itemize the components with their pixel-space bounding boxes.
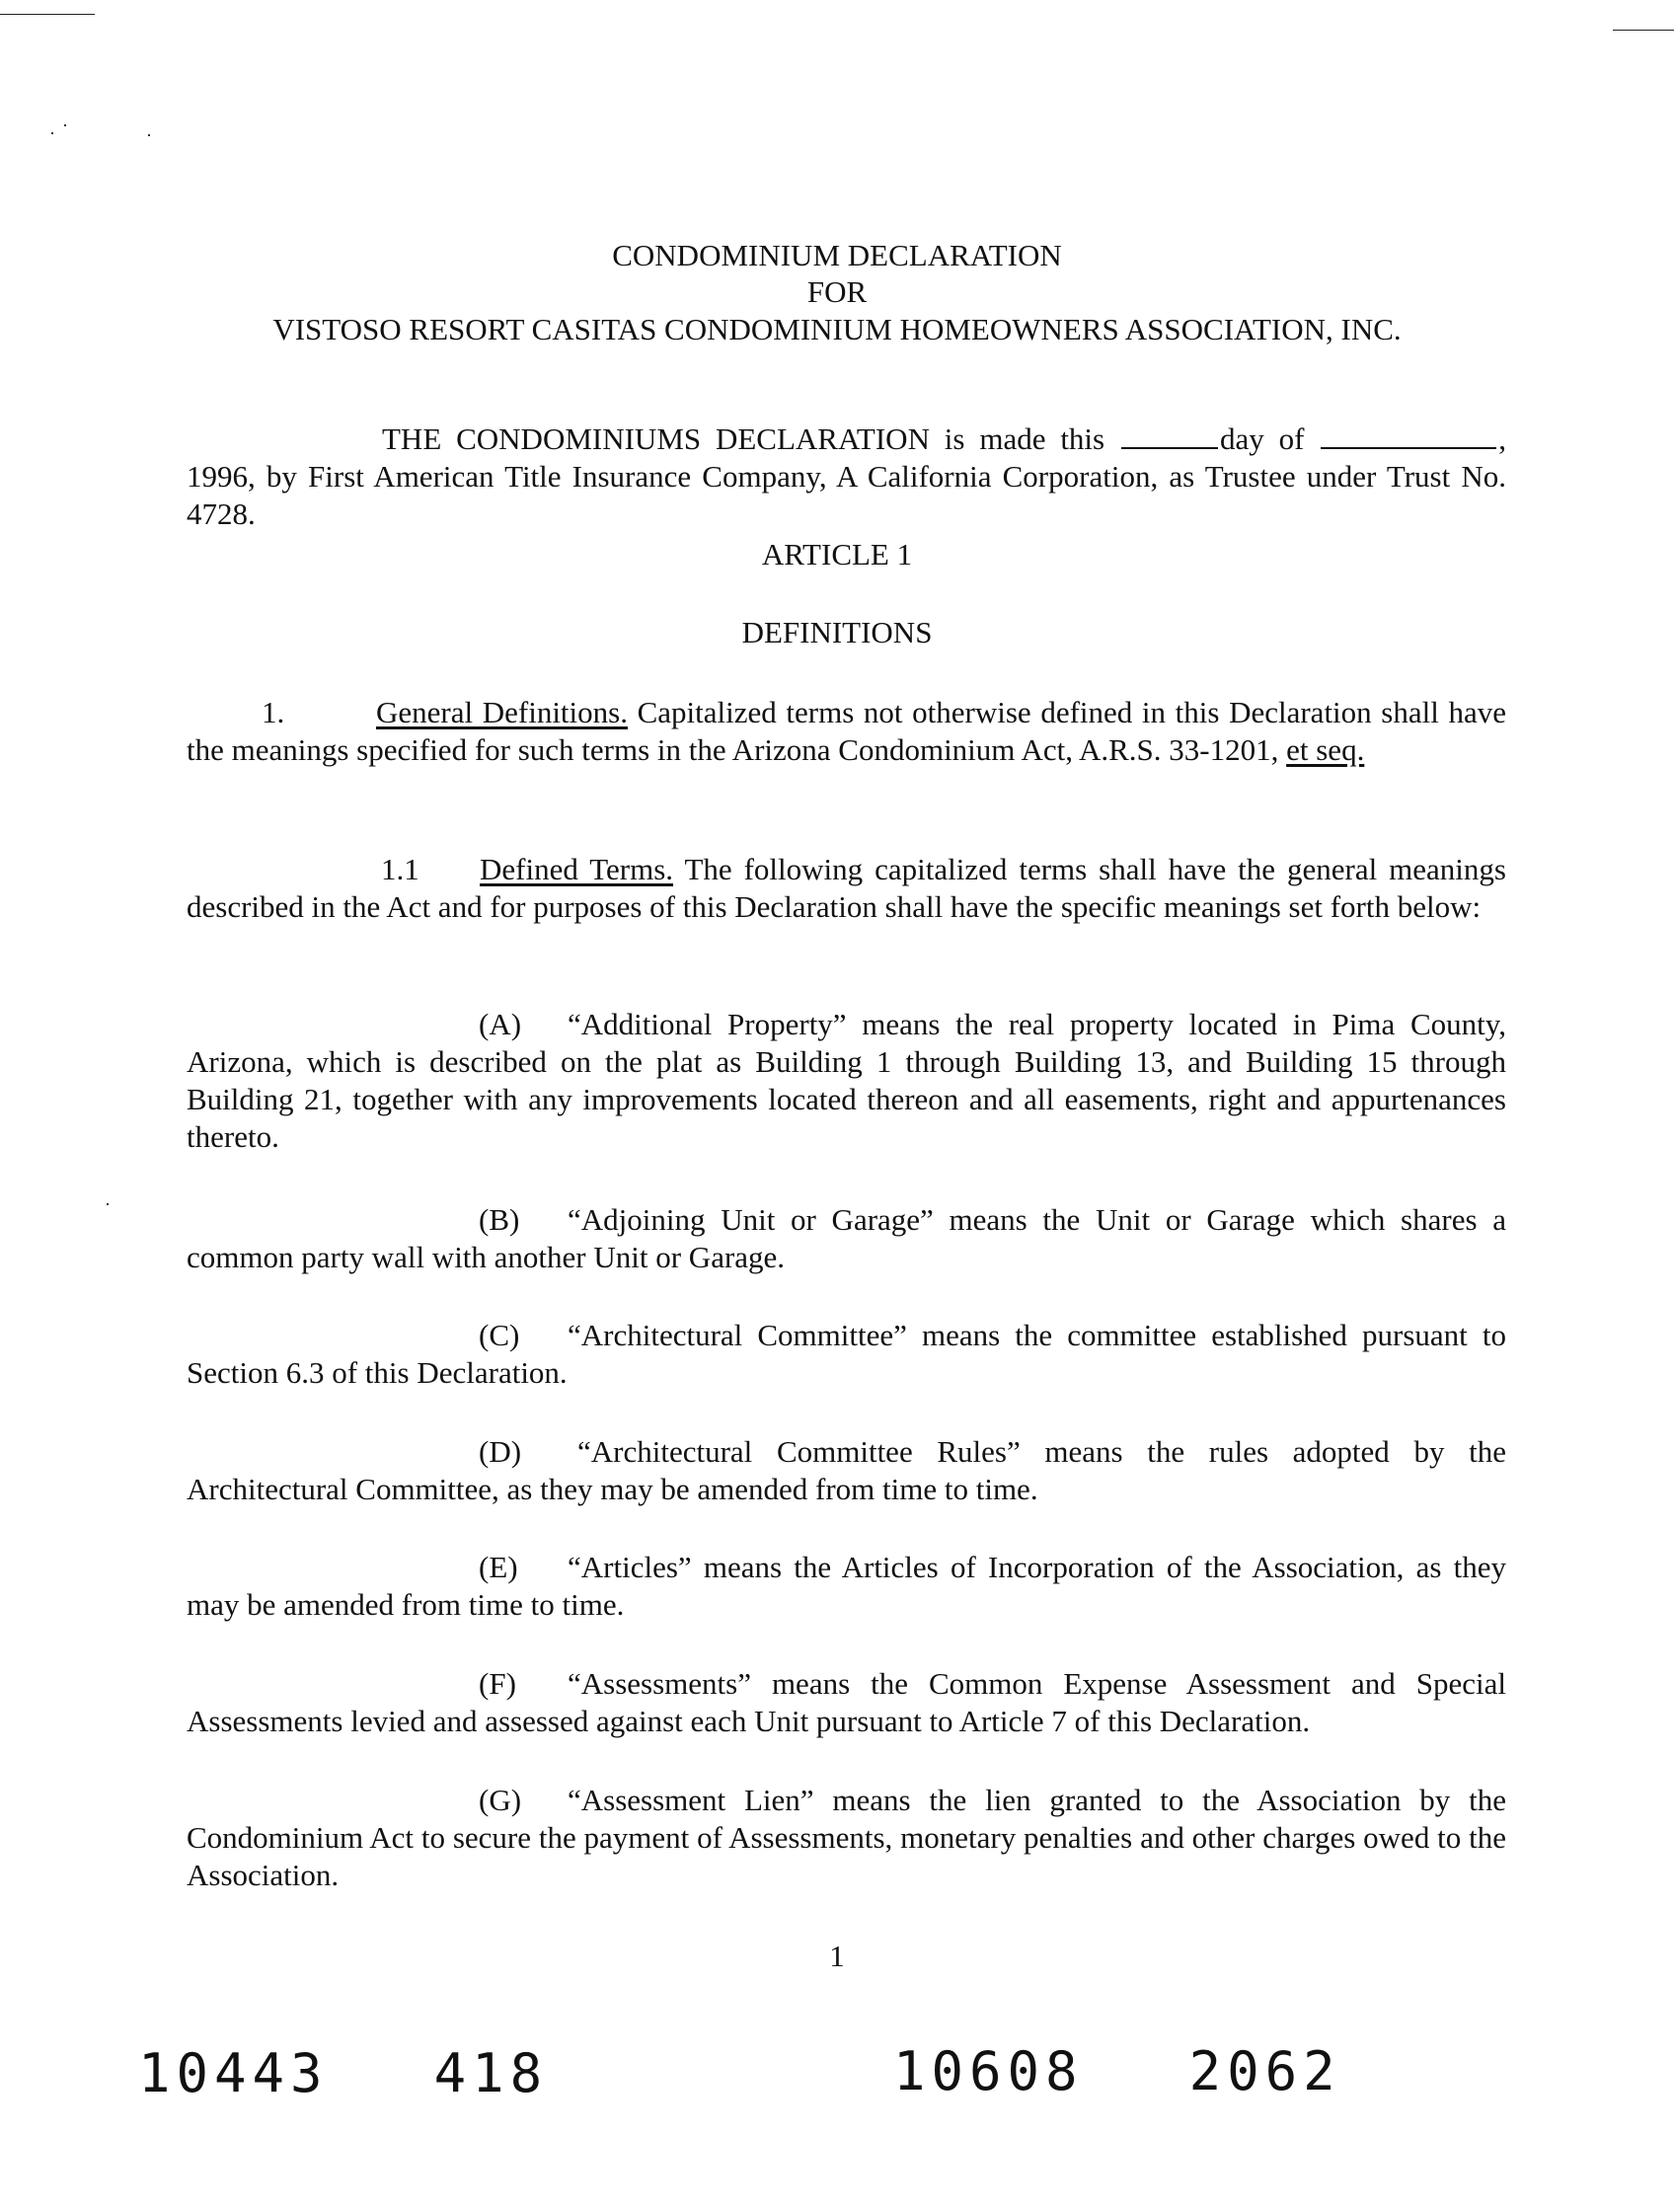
section-1-1 [187,851,1506,926]
stamp-right-page: 2062 [1188,2040,1341,2102]
scan-artifact-line [1613,30,1674,31]
definition-label: (G) [479,1783,522,1817]
doc-title-line2: FOR [806,274,868,309]
stamp-right-docket: 10608 [893,2040,1084,2102]
page-number: 1 [829,1939,845,1973]
definition-d [187,1433,1506,1508]
month-blank [1321,420,1496,449]
doc-title-line3: VISTOSO RESORT CASITAS CONDOMINIUM HOMEOWNERS ASSOCIATION, INC. [272,312,1402,346]
stamp-left-page: 418 [433,2042,549,2104]
definition-g [187,1782,1506,1894]
stamp-left-docket: 10443 [138,2042,329,2104]
intro-text-c: , 1996, [187,421,1507,494]
definition-text: “Assessments” means the Common Expense Assessment and Special Assessments levied and assessed against each Unit pursuant to Article 7 of this Declaration. [187,1666,1506,1738]
definition-label: (F) [479,1666,516,1701]
intro-text-b: day of [1219,421,1305,456]
section-1-etseq: et seq. [1286,732,1365,767]
definition-label: (A) [479,1007,522,1041]
definition-text: “Assessment Lien” means the lien granted to the Association by the Condominium Act to secure the payment of Assessments, monetary penalties and other charges owed to the Association. [187,1783,1506,1892]
definition-text: “Additional Property” means the real property located in Pima County, Arizona, which is described on the plat as Building 1 through Building 13, and Building 15 through Building 21, together with any improvements located thereon and all easements, right and appurtenances thereto. [187,1007,1506,1154]
definition-text: “Architectural Committee” means the committee established pursuant to Section 6.3 of this Declaration. [187,1318,1506,1390]
article-title: ARTICLE 1 [761,537,913,572]
definition-b [187,1201,1506,1276]
section-1-heading: General Definitions. [376,695,628,729]
definition-text: “Articles” means the Articles of Incorporation of the Association, as they may be amended from time to time. [187,1550,1506,1622]
intro-paragraph [187,420,1506,533]
section-1-1-number: 1.1 [381,852,419,886]
definition-e [187,1549,1506,1624]
scan-speck [64,124,66,126]
section-1 [187,694,1506,769]
definition-label: (D) [479,1434,522,1469]
article-subtitle: DEFINITIONS [741,615,933,649]
definition-label: (C) [479,1318,520,1352]
section-1-text: Capitalized terms not otherwise defined in this Declaration shall have the meanings specified for such terms in the Arizona Condominium Act, A.R.S. 33-1201, [187,695,1507,767]
day-blank [1121,420,1218,449]
scan-artifact-line [0,14,95,15]
definition-f [187,1665,1506,1740]
section-1-1-heading: Defined Terms. [480,852,674,886]
scan-speck [107,1203,109,1205]
definition-label: (B) [479,1202,520,1237]
section-1-number: 1. [262,695,285,729]
scan-speck [51,132,53,134]
definition-label: (E) [479,1550,518,1584]
recording-stamp-right [893,2040,1341,2102]
definition-text: “Architectural Committee Rules” means the rules adopted by the Architectural Committee, as they may be amended from time to time. [187,1434,1506,1506]
definition-a [187,1006,1506,1156]
definition-text: “Adjoining Unit or Garage” means the Unit or Garage which shares a common party wall with another Unit or Garage. [187,1202,1506,1274]
scan-speck [148,134,150,136]
section-1-1-text: The following capitalized terms shall have the general meanings described in the Act and for purposes of this Declaration shall have the specific meanings set forth below: [187,852,1506,924]
intro-text-a: THE CONDOMINIUMS DECLARATION is made this [382,421,1105,456]
intro-text-d: by First American Title Insurance Company, A California Corporation, as Trustee under Trust No. 4728. [187,459,1506,531]
doc-title-line1: CONDOMINIUM DECLARATION [612,238,1062,272]
definition-c [187,1317,1506,1392]
recording-stamp-left [138,2042,549,2104]
